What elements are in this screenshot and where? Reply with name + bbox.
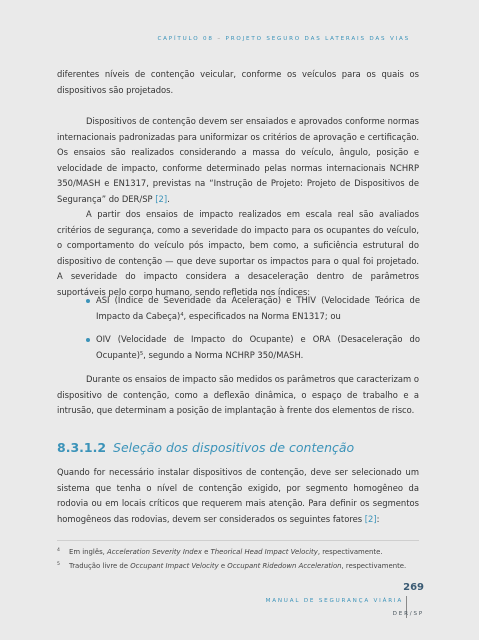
- footnote-5: [57, 559, 437, 573]
- footnote-text: e: [201, 548, 211, 556]
- footnote-text: Tradução livre de: [69, 562, 131, 570]
- footnote-term: Acceleration Severity Index: [107, 548, 202, 556]
- page-number: 269: [403, 582, 424, 593]
- paragraph-3: A partir dos ensaios de impacto realizados em escala real são avaliados critérios de segurança, como a severidade do impacto para os ocupantes do veículo, o comportamento do veículo pós impacto, bem como, a suficiência estrutural do dispositivo de contenção — que deve suportar os impactos para o qual foi projetado. A severidade do impacto considera a desaceleração dentro de parâmetros suportáveis pelo corpo humano, sendo refletida nos índices:: [57, 209, 419, 297]
- footnote-text: , respectivamente.: [341, 562, 407, 570]
- footnote-text: e: [218, 562, 228, 570]
- section-heading: [57, 440, 354, 455]
- footnote-text: Em inglês,: [69, 548, 108, 556]
- bullet-icon: [86, 299, 90, 303]
- paragraph-2: [57, 114, 419, 208]
- list-item: [86, 293, 420, 324]
- citation-link[interactable]: [2]: [364, 513, 377, 524]
- footnotes: [57, 545, 437, 573]
- list-item-text: OIV (Velocidade de Impacto do Ocupante) e ORA (Desaceleração do Ocupante): [96, 334, 420, 360]
- list-item-text-end: , especificados na Norma EN1317; ou: [183, 310, 341, 321]
- running-header: [157, 36, 410, 42]
- footnote-ref[interactable]: 4: [180, 311, 184, 318]
- footnote-text: , respectivamente.: [317, 548, 383, 556]
- footnote-term: Occupant Ridedown Acceleration: [227, 562, 342, 570]
- paragraph-5-text: Quando for necessário instalar dispositivos de contenção, deve ser selecionado um sistema que tenha o nível de contenção exigido, por segmento homogêneo da rodovia ou em locais críticos que requerem mais atenção. Para definir os segmentos homogêneos das rodovias, devem ser considerados os seguintes fatores: [57, 467, 419, 524]
- footnote-ref[interactable]: 5: [139, 350, 144, 357]
- paragraph-2-text: Dispositivos de contenção devem ser ensaiados e aprovados conforme normas internacionais padronizadas para uniformizar os critérios de aprovação e certificação. Os ensaios são realizados considerando a massa do veículo, ângulo, posição e velocidade de impacto, conforme determinado pelas normas internacionais NCHRP 350/MASH e EN1317, previstas na “Instrução de Projeto: Projeto de Dispositivos de Segurança” do DER/SP: [57, 116, 419, 204]
- citation-link[interactable]: [2]: [155, 193, 168, 204]
- footnote-mark: 4: [57, 548, 60, 553]
- paragraph-2-end: .: [167, 193, 170, 204]
- paragraph-5-end: :: [376, 513, 380, 524]
- organization-label: DER/SP: [392, 611, 424, 617]
- paragraph-1: diferentes níveis de contenção veicular, conforme os veículos para os quais os dispositivos são projetados.: [57, 69, 419, 95]
- chapter-title: PROJETO SEGURO DAS LATERAIS DAS VIAS: [225, 36, 410, 42]
- paragraph-5: [57, 465, 419, 527]
- header-separator: –: [217, 36, 222, 42]
- list-item-text-end: , segundo a Norma NCHRP 350/MASH.: [143, 349, 304, 360]
- footnote-mark: 5: [57, 562, 60, 567]
- chapter-label: CAPÍTULO 08: [157, 36, 214, 42]
- bullet-icon: [86, 338, 90, 342]
- paragraph-4: Durante os ensaios de impacto são medidos os parâmetros que caracterizam o dispositivo de contenção, como a deflexão dinâmica, o espaço de trabalho e a intrusão, que determinam a posição de implantação à frente dos elementos de risco.: [57, 374, 419, 416]
- section-number: 8.3.1.2: [57, 440, 107, 455]
- footnote-term: Occupant Impact Velocity: [130, 562, 219, 570]
- list-item-text: ASI (Índice de Severidade da Aceleração) e THIV (Velocidade Teórica de Impacto da Cabeça): [96, 295, 420, 321]
- footnote-term: Theorical Head Impact Velocity: [210, 548, 318, 556]
- manual-title: MANUAL DE SEGURANÇA VIÁRIA: [265, 598, 403, 604]
- section-title: Seleção dos dispositivos de contenção: [113, 440, 355, 455]
- list-item: [86, 332, 420, 363]
- index-list: [86, 293, 420, 363]
- footnote-divider: [57, 540, 419, 541]
- footnote-4: [57, 545, 437, 559]
